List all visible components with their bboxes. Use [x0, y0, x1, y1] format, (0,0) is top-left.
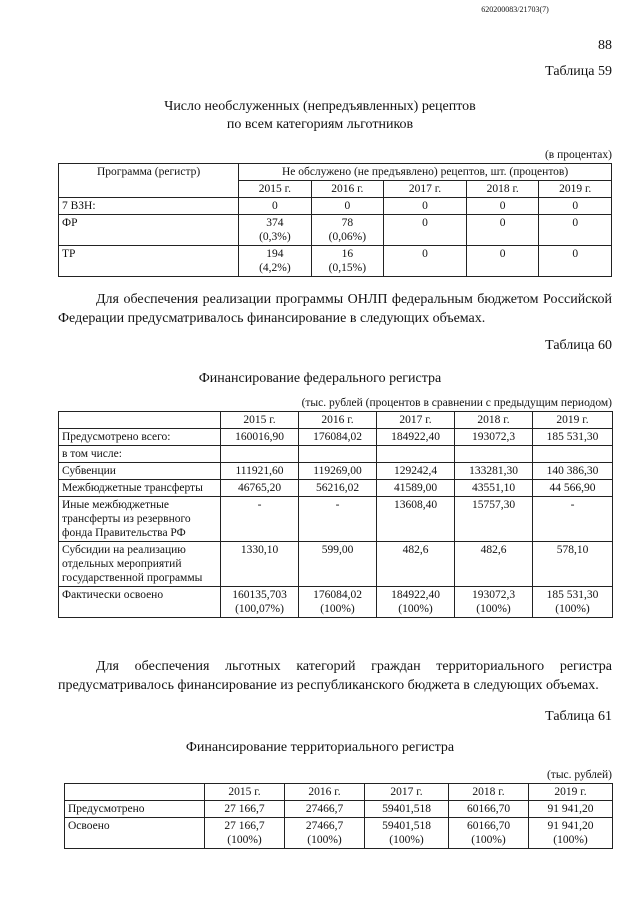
row-label: в том числе: — [59, 446, 221, 463]
table-cell — [449, 801, 529, 818]
cell-line: 41589,00 — [393, 482, 438, 494]
cell-line: (0,3%) — [259, 231, 291, 243]
row-label: Субсидии на реализацию отдельных мероприятий государственной программы — [59, 542, 221, 587]
table-cell — [365, 801, 449, 818]
cell-line: 0 — [422, 200, 428, 212]
cell-line: 482,6 — [402, 544, 429, 556]
table-59-title-line1: Число необслуженных (непредъявленных) рецептов — [164, 99, 476, 114]
table-cell — [539, 215, 612, 246]
table-cell — [377, 429, 455, 446]
table-row — [59, 542, 613, 587]
cell-line: 129242,4 — [393, 465, 438, 477]
table-row — [59, 463, 613, 480]
table-cell — [529, 818, 613, 849]
cell-line: 1330,10 — [240, 544, 279, 556]
table-cell — [239, 215, 311, 246]
table-cell — [529, 801, 613, 818]
cell-line: 0 — [499, 248, 506, 260]
table-59-year-header: 2016 г. — [311, 181, 383, 198]
table-60-title: Финансирование федерального регистра — [198, 371, 442, 386]
cell-line: 0 — [344, 200, 351, 212]
paragraph-2-text: Для обеспечения льготных категорий граждан территориального регистра предусматривалось финансирование из республиканского бюджета в следующих объемах. — [58, 659, 612, 693]
cell-line: 184922,40 — [391, 589, 440, 601]
table-cell — [384, 215, 467, 246]
cell-line: 27 166,7 — [224, 803, 265, 815]
cell-line: 111921,60 — [235, 465, 284, 477]
cell-line: 56216,02 — [315, 482, 360, 494]
cell-line: 78 — [341, 217, 354, 229]
cell-line: 599,00 — [321, 544, 354, 556]
table-61-year-header: 2017 г. — [365, 784, 449, 801]
table-59-header-row — [59, 164, 612, 181]
cell-line: 13608,40 — [393, 499, 438, 511]
cell-line: 160135,703 — [232, 589, 287, 601]
table-cell — [377, 542, 455, 587]
table-59-header-program: Программа (регистр) — [59, 164, 239, 198]
cell-line: 44 566,90 — [549, 482, 596, 494]
cell-line: 184922,40 — [391, 431, 440, 443]
table-59-title-line2: по всем категориям льготников — [226, 117, 414, 132]
table-cell — [539, 246, 612, 277]
table-cell — [455, 587, 533, 618]
table-cell — [455, 446, 533, 463]
table-60 — [58, 411, 613, 618]
cell-line: 193072,3 — [471, 589, 516, 601]
cell-line: 482,6 — [480, 544, 507, 556]
table-59-year-header: 2017 г. — [384, 181, 467, 198]
table-59-year-header: 2019 г. — [539, 181, 612, 198]
cell-line: (100%) — [307, 834, 342, 846]
table-cell — [311, 215, 383, 246]
table-cell — [365, 818, 449, 849]
table-cell — [299, 446, 377, 463]
cell-line: 43551,10 — [471, 482, 516, 494]
paragraph-1-text: Для обеспечения реализации программы ОНЛП федеральным бюджетом Российской Федерации предусматривалось финансирование в следующих объемах. — [58, 292, 612, 326]
table-cell — [455, 463, 533, 480]
cell-line: 27 166,7 — [224, 820, 265, 832]
cell-line: 0 — [272, 200, 278, 212]
table-row — [59, 246, 612, 277]
table-59-year-header: 2018 г. — [466, 181, 538, 198]
cell-line: 91 941,20 — [547, 803, 594, 815]
table-60-year-header: 2016 г. — [299, 412, 377, 429]
cell-line: 133281,30 — [469, 465, 518, 477]
table-cell — [449, 818, 529, 849]
table-60-header-row — [59, 412, 613, 429]
table-60-label: Таблица 60 — [545, 338, 612, 353]
table-cell — [221, 480, 299, 497]
table-59-year-header: 2015 г. — [239, 181, 311, 198]
table-row — [59, 198, 612, 215]
table-cell — [299, 542, 377, 587]
cell-line: 15757,30 — [471, 499, 516, 511]
table-60-year-header: 2019 г. — [533, 412, 613, 429]
cell-line: 16 — [341, 248, 354, 260]
table-row — [59, 587, 613, 618]
cell-line: 0 — [572, 200, 579, 212]
cell-line: 185 531,30 — [546, 589, 599, 601]
table-row — [59, 497, 613, 542]
table-cell — [377, 497, 455, 542]
cell-line: 91 941,20 — [547, 820, 594, 832]
paragraph-2 — [58, 657, 612, 695]
paragraph-1 — [58, 290, 612, 328]
table-cell — [539, 198, 612, 215]
table-60-unit: (тыс. рублей (процентов в сравнении с предыдущим периодом) — [301, 397, 612, 409]
table-61-header-row — [65, 784, 613, 801]
row-label: Фактически освоено — [59, 587, 221, 618]
cell-line: (4,2%) — [259, 262, 291, 274]
table-cell — [239, 246, 311, 277]
cell-line: (0,06%) — [328, 231, 367, 243]
table-cell — [533, 446, 613, 463]
cell-line: 46765,20 — [237, 482, 282, 494]
table-row — [65, 818, 613, 849]
row-label: Предусмотрено всего: — [59, 429, 221, 446]
table-cell — [299, 587, 377, 618]
table-cell — [221, 463, 299, 480]
table-cell — [466, 198, 538, 215]
table-cell — [377, 480, 455, 497]
row-label: Иные межбюджетные трансферты из резервного фонда Правительства РФ — [59, 497, 221, 542]
table-cell — [533, 429, 613, 446]
cell-line: (100,07%) — [235, 603, 284, 615]
table-cell — [533, 463, 613, 480]
cell-line: 27466,7 — [305, 803, 344, 815]
table-cell — [455, 542, 533, 587]
table-61-title: Финансирование территориального регистра — [185, 740, 455, 755]
table-61-year-header: 2015 г. — [205, 784, 285, 801]
table-59-unit: (в процентах) — [544, 149, 612, 161]
table-cell — [221, 542, 299, 587]
cell-line: 140 386,30 — [546, 465, 599, 477]
table-cell — [533, 480, 613, 497]
cell-line: 0 — [499, 217, 506, 229]
cell-line: (100%) — [476, 603, 511, 615]
table-cell — [533, 542, 613, 587]
table-cell — [299, 480, 377, 497]
table-row — [59, 429, 613, 446]
table-cell — [533, 497, 613, 542]
cell-line: 27466,7 — [305, 820, 344, 832]
cell-line: 0 — [572, 217, 579, 229]
row-label: ФР — [59, 215, 239, 246]
row-label: Освоено — [65, 818, 205, 849]
cell-line: 374 — [266, 217, 284, 229]
document-id: 620200083/21703(7) — [481, 5, 549, 14]
cell-line: 59401,518 — [382, 820, 431, 832]
cell-line: 0 — [422, 248, 428, 260]
table-cell — [239, 198, 311, 215]
table-row — [59, 215, 612, 246]
cell-line: (100%) — [471, 834, 506, 846]
cell-line: - — [335, 499, 340, 511]
table-59-title — [60, 98, 580, 134]
cell-line: 578,10 — [556, 544, 589, 556]
table-cell — [311, 198, 383, 215]
table-cell — [221, 497, 299, 542]
cell-line: (100%) — [389, 834, 424, 846]
table-61-year-header: 2016 г. — [285, 784, 365, 801]
cell-line: 176084,02 — [313, 431, 362, 443]
cell-line: 60166,70 — [466, 820, 511, 832]
table-cell — [377, 446, 455, 463]
cell-line: - — [570, 499, 575, 511]
cell-line: 60166,70 — [466, 803, 511, 815]
table-cell — [311, 246, 383, 277]
cell-line: (100%) — [320, 603, 355, 615]
table-60-corner — [59, 412, 221, 429]
cell-line: (100%) — [553, 834, 588, 846]
table-60-year-header: 2018 г. — [455, 412, 533, 429]
cell-line: (100%) — [227, 834, 262, 846]
cell-line: (0,15%) — [328, 262, 367, 274]
page-number: 88 — [598, 38, 612, 53]
table-cell — [455, 497, 533, 542]
table-cell — [285, 818, 365, 849]
cell-line: 59401,518 — [382, 803, 431, 815]
table-61 — [64, 783, 613, 849]
table-cell — [299, 497, 377, 542]
cell-line: (100%) — [398, 603, 433, 615]
cell-line: 0 — [499, 200, 506, 212]
row-label: 7 ВЗН: — [59, 198, 239, 215]
table-cell — [455, 429, 533, 446]
table-61-corner — [65, 784, 205, 801]
table-row — [65, 801, 613, 818]
cell-line: 185 531,30 — [546, 431, 599, 443]
table-59 — [58, 163, 612, 277]
table-cell — [221, 429, 299, 446]
row-label: Межбюджетные трансферты — [59, 480, 221, 497]
table-61-year-header: 2018 г. — [449, 784, 529, 801]
table-61-unit: (тыс. рублей) — [546, 769, 612, 781]
table-cell — [299, 429, 377, 446]
row-label: Субвенции — [59, 463, 221, 480]
table-cell — [466, 215, 538, 246]
table-cell — [384, 246, 467, 277]
table-59-header-group: Не обслужено (не предъявлено) рецептов, шт. (процентов) — [239, 164, 612, 181]
table-cell — [455, 480, 533, 497]
table-cell — [285, 801, 365, 818]
table-cell — [384, 198, 467, 215]
row-label: Предусмотрено — [65, 801, 205, 818]
table-59-label: Таблица 59 — [545, 64, 612, 79]
table-cell — [221, 587, 299, 618]
table-cell — [533, 587, 613, 618]
table-cell — [205, 818, 285, 849]
row-label: ТР — [59, 246, 239, 277]
table-row — [59, 480, 613, 497]
cell-line: 176084,02 — [313, 589, 362, 601]
cell-line: 193072,3 — [471, 431, 516, 443]
table-61-year-header: 2019 г. — [529, 784, 613, 801]
cell-line: 194 — [266, 248, 284, 260]
table-cell — [377, 587, 455, 618]
table-cell — [466, 246, 538, 277]
cell-line: 119269,00 — [313, 465, 362, 477]
table-cell — [205, 801, 285, 818]
table-60-year-header: 2015 г. — [221, 412, 299, 429]
cell-line: 0 — [572, 248, 579, 260]
table-cell — [299, 463, 377, 480]
cell-line: 160016,90 — [235, 431, 284, 443]
cell-line: (100%) — [555, 603, 590, 615]
cell-line: - — [257, 499, 262, 511]
cell-line: 0 — [422, 217, 428, 229]
table-60-year-header: 2017 г. — [377, 412, 455, 429]
table-row — [59, 446, 613, 463]
table-cell — [221, 446, 299, 463]
table-61-label: Таблица 61 — [545, 709, 612, 724]
table-cell — [377, 463, 455, 480]
